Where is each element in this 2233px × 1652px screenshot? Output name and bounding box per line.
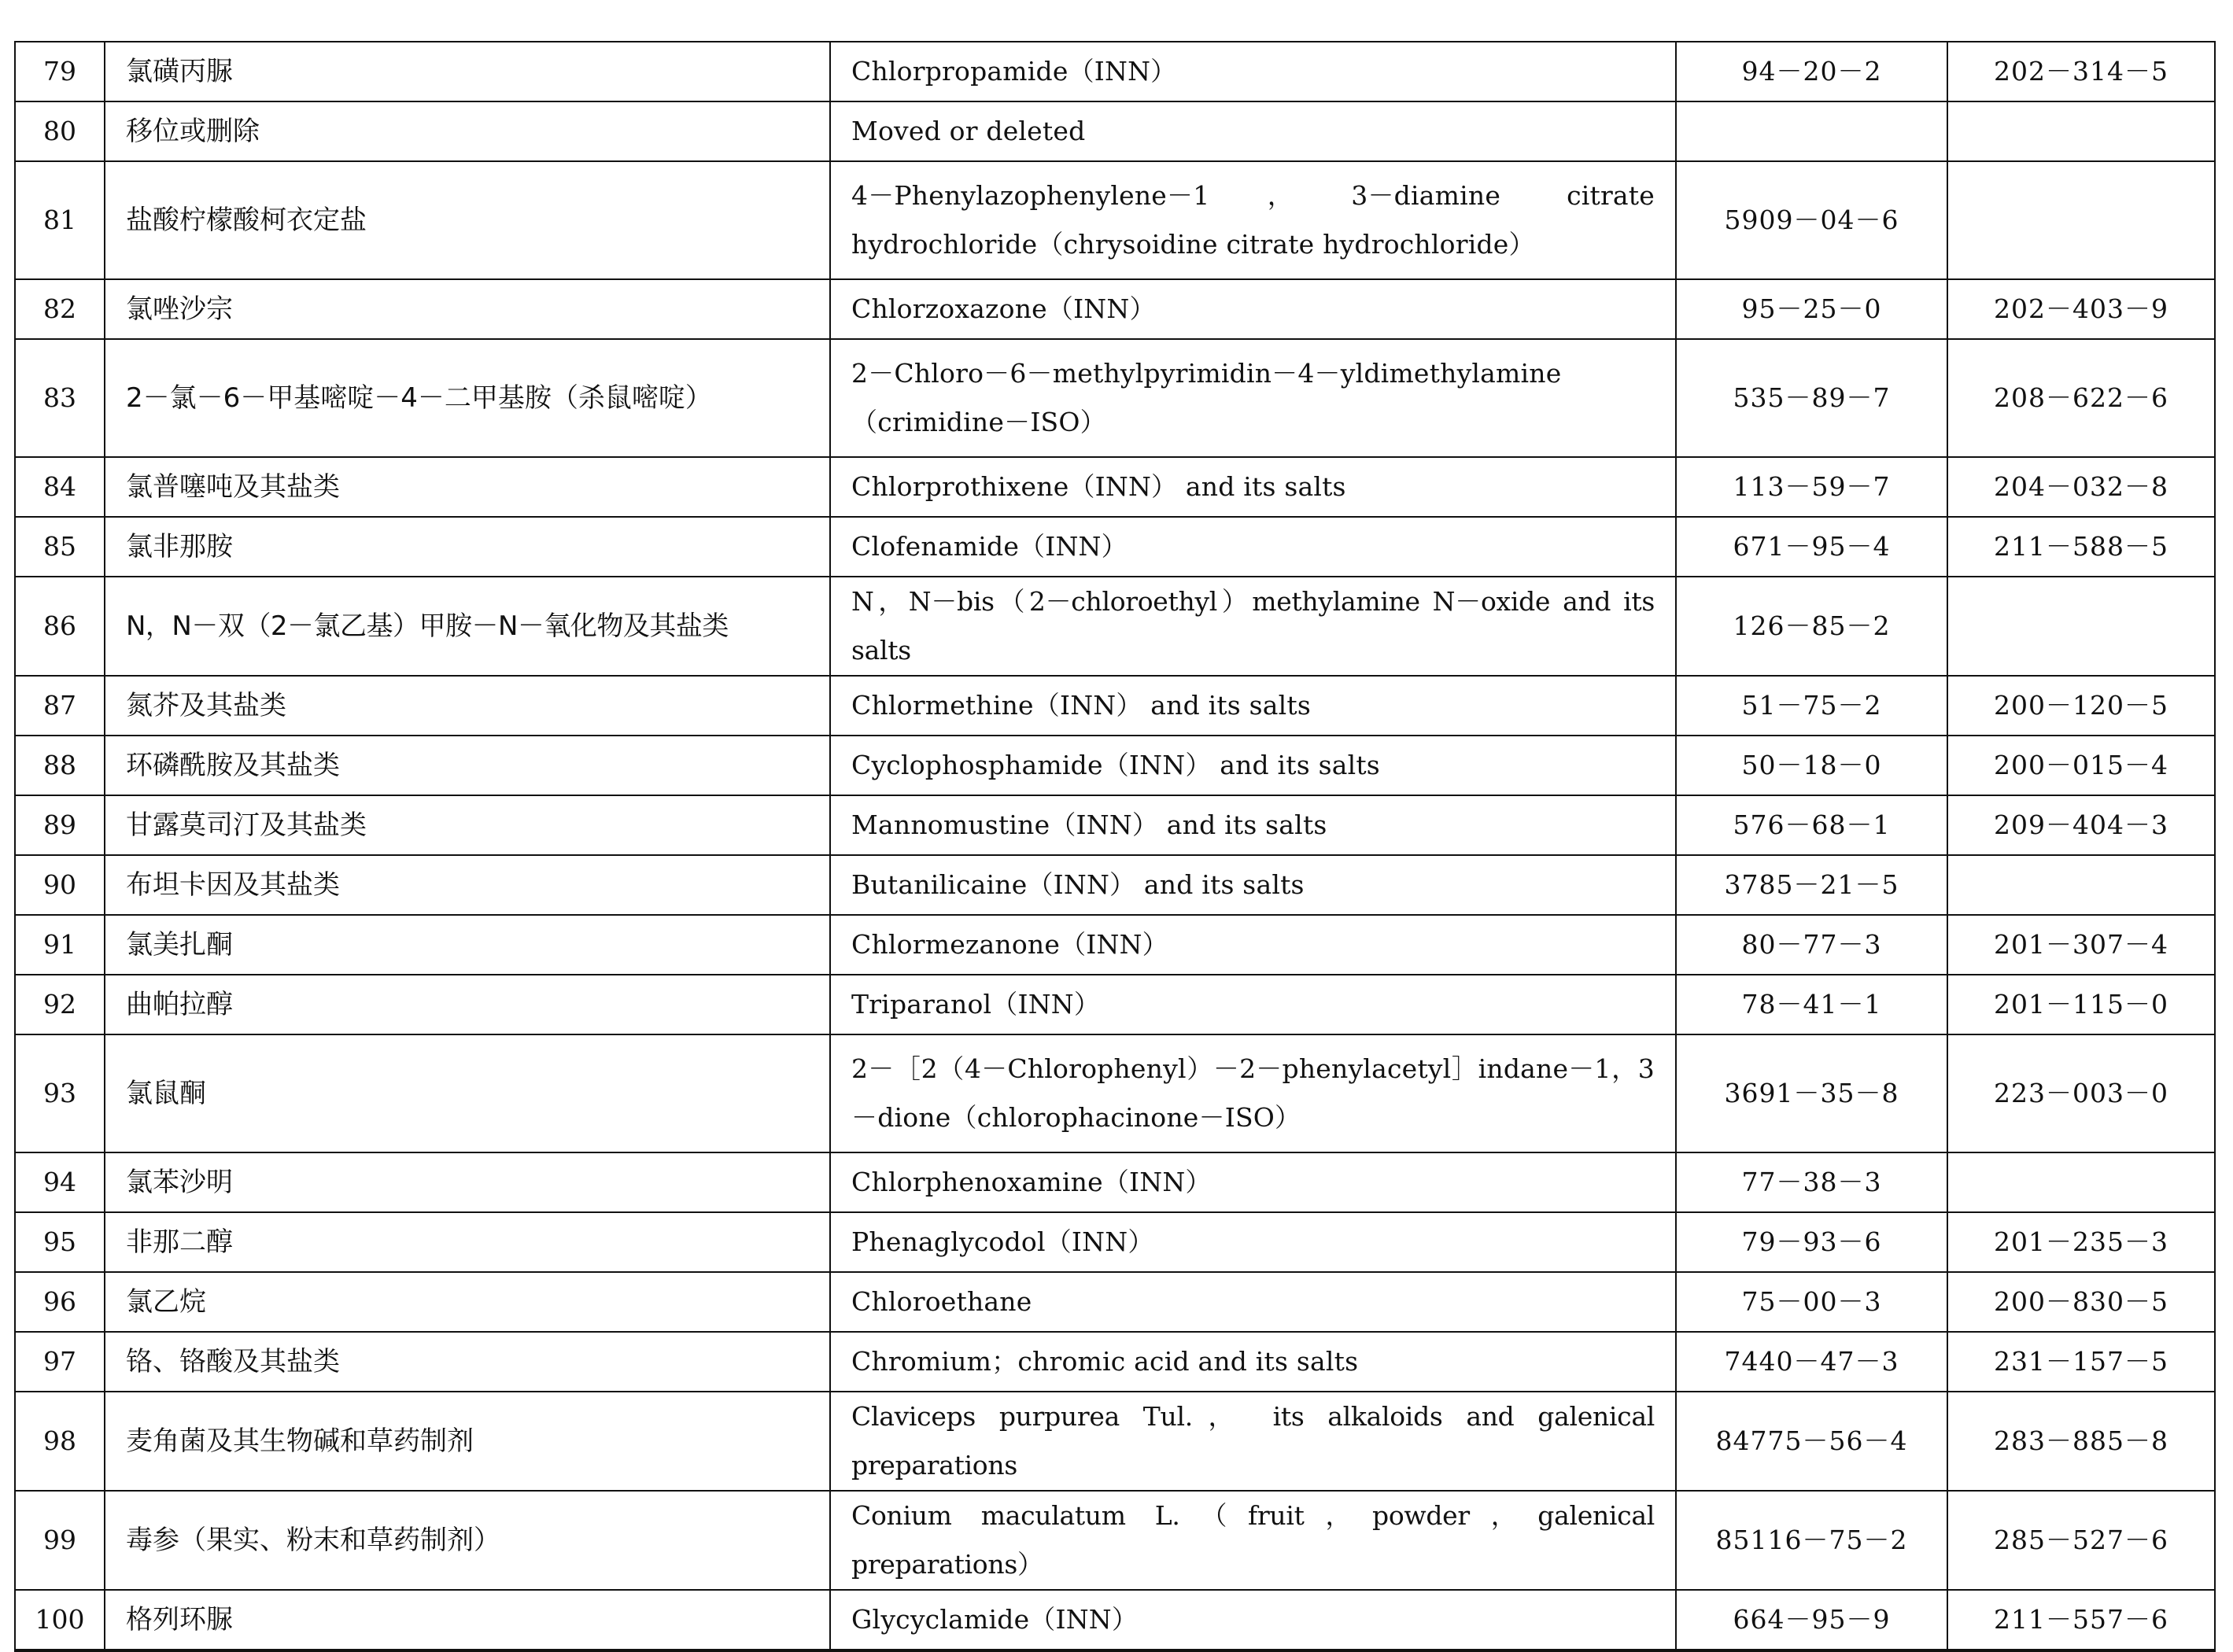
table-row <box>15 1034 2215 1152</box>
chinese-name: 氯苯沙明 <box>105 1152 830 1212</box>
chinese-name: 氯磺丙脲 <box>105 42 830 101</box>
cas-number: 126－85－2 <box>1676 577 1947 676</box>
row-number: 81 <box>15 161 105 279</box>
english-name: Chromium；chromic acid and its salts <box>830 1332 1676 1392</box>
english-name: 2－［2（4－Chlorophenyl）－2－phenylacetyl］indane－1，3－dione（chlorophacinone－ISO） <box>830 1034 1676 1152</box>
cas-number: 3691－35－8 <box>1676 1034 1947 1152</box>
chinese-name: 氯唑沙宗 <box>105 279 830 339</box>
table-row <box>15 339 2215 457</box>
chinese-name: 移位或删除 <box>105 101 830 161</box>
substance-table-page <box>14 41 2214 1652</box>
table-row <box>15 1272 2215 1332</box>
english-name: Conium maculatum L.（fruit，powder，galenical preparations） <box>830 1491 1676 1590</box>
cas-number: 576－68－1 <box>1676 795 1947 855</box>
ec-number: 283－885－8 <box>1947 1392 2215 1491</box>
row-number: 82 <box>15 279 105 339</box>
ec-number: 200－015－4 <box>1947 736 2215 795</box>
ec-number <box>1947 101 2215 161</box>
cas-number: 95－25－0 <box>1676 279 1947 339</box>
ec-number: 211－557－6 <box>1947 1590 2215 1650</box>
row-number: 79 <box>15 42 105 101</box>
cas-number: 94－20－2 <box>1676 42 1947 101</box>
chinese-name: 甘露莫司汀及其盐类 <box>105 795 830 855</box>
ec-number <box>1947 1152 2215 1212</box>
ec-number: 202－403－9 <box>1947 279 2215 339</box>
table-row <box>15 101 2215 161</box>
row-number: 84 <box>15 457 105 517</box>
ec-number: 204－032－8 <box>1947 457 2215 517</box>
ec-number <box>1947 161 2215 279</box>
ec-number: 201－307－4 <box>1947 915 2215 975</box>
english-name: Clofenamide（INN） <box>830 517 1676 577</box>
ec-number: 201－115－0 <box>1947 975 2215 1034</box>
ec-number: 211－588－5 <box>1947 517 2215 577</box>
cas-number: 113－59－7 <box>1676 457 1947 517</box>
table-row <box>15 855 2215 915</box>
table-row <box>15 42 2215 101</box>
english-name: Cyclophosphamide（INN） and its salts <box>830 736 1676 795</box>
cas-number: 77－38－3 <box>1676 1152 1947 1212</box>
row-number: 86 <box>15 577 105 676</box>
ec-number: 208－622－6 <box>1947 339 2215 457</box>
row-number: 91 <box>15 915 105 975</box>
chinese-name: N，N－双（2－氯乙基）甲胺－N－氧化物及其盐类 <box>105 577 830 676</box>
table-row <box>15 1152 2215 1212</box>
ec-number: 223－003－0 <box>1947 1034 2215 1152</box>
ec-number: 200－830－5 <box>1947 1272 2215 1332</box>
chinese-name: 麦角菌及其生物碱和草药制剂 <box>105 1392 830 1491</box>
row-number: 98 <box>15 1392 105 1491</box>
ec-number: 231－157－5 <box>1947 1332 2215 1392</box>
english-name: 2－Chloro－6－methylpyrimidin－4－yldimethylamine（crimidine－ISO） <box>830 339 1676 457</box>
cas-number: 51－75－2 <box>1676 676 1947 736</box>
chinese-name: 氯普噻吨及其盐类 <box>105 457 830 517</box>
cas-number <box>1676 101 1947 161</box>
table-row <box>15 1212 2215 1272</box>
english-name: Chlorpropamide（INN） <box>830 42 1676 101</box>
table-row <box>15 457 2215 517</box>
table-row <box>15 795 2215 855</box>
english-name: Chlormezanone（INN） <box>830 915 1676 975</box>
chinese-name: 盐酸柠檬酸柯衣定盐 <box>105 161 830 279</box>
table-row <box>15 161 2215 279</box>
ec-number: 201－235－3 <box>1947 1212 2215 1272</box>
english-name: Mannomustine（INN） and its salts <box>830 795 1676 855</box>
chinese-name: 氯鼠酮 <box>105 1034 830 1152</box>
cas-number: 78－41－1 <box>1676 975 1947 1034</box>
english-name: Moved or deleted <box>830 101 1676 161</box>
table-row <box>15 676 2215 736</box>
table-row <box>15 1590 2215 1650</box>
english-name: Phenaglycodol（INN） <box>830 1212 1676 1272</box>
cas-number: 50－18－0 <box>1676 736 1947 795</box>
table-row <box>15 1332 2215 1392</box>
table-row <box>15 736 2215 795</box>
english-name: 4－Phenylazophenylene－1，3－diamine citrate hydrochloride（chrysoidine citrate hydrochloride） <box>830 161 1676 279</box>
cas-number: 5909－04－6 <box>1676 161 1947 279</box>
row-number: 83 <box>15 339 105 457</box>
cas-number: 664－95－9 <box>1676 1590 1947 1650</box>
chinese-name: 环磷酰胺及其盐类 <box>105 736 830 795</box>
row-number: 96 <box>15 1272 105 1332</box>
substance-table <box>14 41 2216 1652</box>
cas-number: 7440－47－3 <box>1676 1332 1947 1392</box>
row-number: 100 <box>15 1590 105 1650</box>
english-name: Chloroethane <box>830 1272 1676 1332</box>
cas-number: 85116－75－2 <box>1676 1491 1947 1590</box>
cas-number: 79－93－6 <box>1676 1212 1947 1272</box>
chinese-name: 铬、铬酸及其盐类 <box>105 1332 830 1392</box>
table-row <box>15 1491 2215 1590</box>
row-number: 90 <box>15 855 105 915</box>
row-number: 93 <box>15 1034 105 1152</box>
chinese-name: 曲帕拉醇 <box>105 975 830 1034</box>
cas-number: 80－77－3 <box>1676 915 1947 975</box>
chinese-name: 非那二醇 <box>105 1212 830 1272</box>
row-number: 89 <box>15 795 105 855</box>
cas-number: 84775－56－4 <box>1676 1392 1947 1491</box>
english-name: Chlorprothixene（INN） and its salts <box>830 457 1676 517</box>
chinese-name: 氯美扎酮 <box>105 915 830 975</box>
ec-number: 209－404－3 <box>1947 795 2215 855</box>
table-row <box>15 915 2215 975</box>
chinese-name: 布坦卡因及其盐类 <box>105 855 830 915</box>
table-row <box>15 975 2215 1034</box>
english-name: Claviceps purpurea Tul.， its alkaloids and galenical preparations <box>830 1392 1676 1491</box>
english-name: Chlorzoxazone（INN） <box>830 279 1676 339</box>
row-number: 85 <box>15 517 105 577</box>
chinese-name: 氯非那胺 <box>105 517 830 577</box>
ec-number <box>1947 577 2215 676</box>
english-name: Chlorphenoxamine（INN） <box>830 1152 1676 1212</box>
table-body <box>15 42 2215 1650</box>
row-number: 97 <box>15 1332 105 1392</box>
ec-number: 200－120－5 <box>1947 676 2215 736</box>
cas-number: 671－95－4 <box>1676 517 1947 577</box>
cas-number: 75－00－3 <box>1676 1272 1947 1332</box>
table-row <box>15 279 2215 339</box>
row-number: 88 <box>15 736 105 795</box>
english-name: Triparanol（INN） <box>830 975 1676 1034</box>
chinese-name: 氮芥及其盐类 <box>105 676 830 736</box>
row-number: 92 <box>15 975 105 1034</box>
chinese-name: 毒参（果实、粉末和草药制剂） <box>105 1491 830 1590</box>
ec-number: 285－527－6 <box>1947 1491 2215 1590</box>
ec-number <box>1947 855 2215 915</box>
ec-number: 202－314－5 <box>1947 42 2215 101</box>
chinese-name: 2－氯－6－甲基嘧啶－4－二甲基胺（杀鼠嘧啶） <box>105 339 830 457</box>
english-name: N，N－bis（2－chloroethyl）methylamine N－oxide and its salts <box>830 577 1676 676</box>
row-number: 80 <box>15 101 105 161</box>
english-name: Chlormethine（INN） and its salts <box>830 676 1676 736</box>
chinese-name: 氯乙烷 <box>105 1272 830 1332</box>
row-number: 94 <box>15 1152 105 1212</box>
chinese-name: 格列环脲 <box>105 1590 830 1650</box>
english-name: Glycyclamide（INN） <box>830 1590 1676 1650</box>
row-number: 87 <box>15 676 105 736</box>
english-name: Butanilicaine（INN） and its salts <box>830 855 1676 915</box>
table-row <box>15 517 2215 577</box>
cas-number: 3785－21－5 <box>1676 855 1947 915</box>
table-row <box>15 577 2215 676</box>
row-number: 99 <box>15 1491 105 1590</box>
cas-number: 535－89－7 <box>1676 339 1947 457</box>
row-number: 95 <box>15 1212 105 1272</box>
table-row <box>15 1392 2215 1491</box>
